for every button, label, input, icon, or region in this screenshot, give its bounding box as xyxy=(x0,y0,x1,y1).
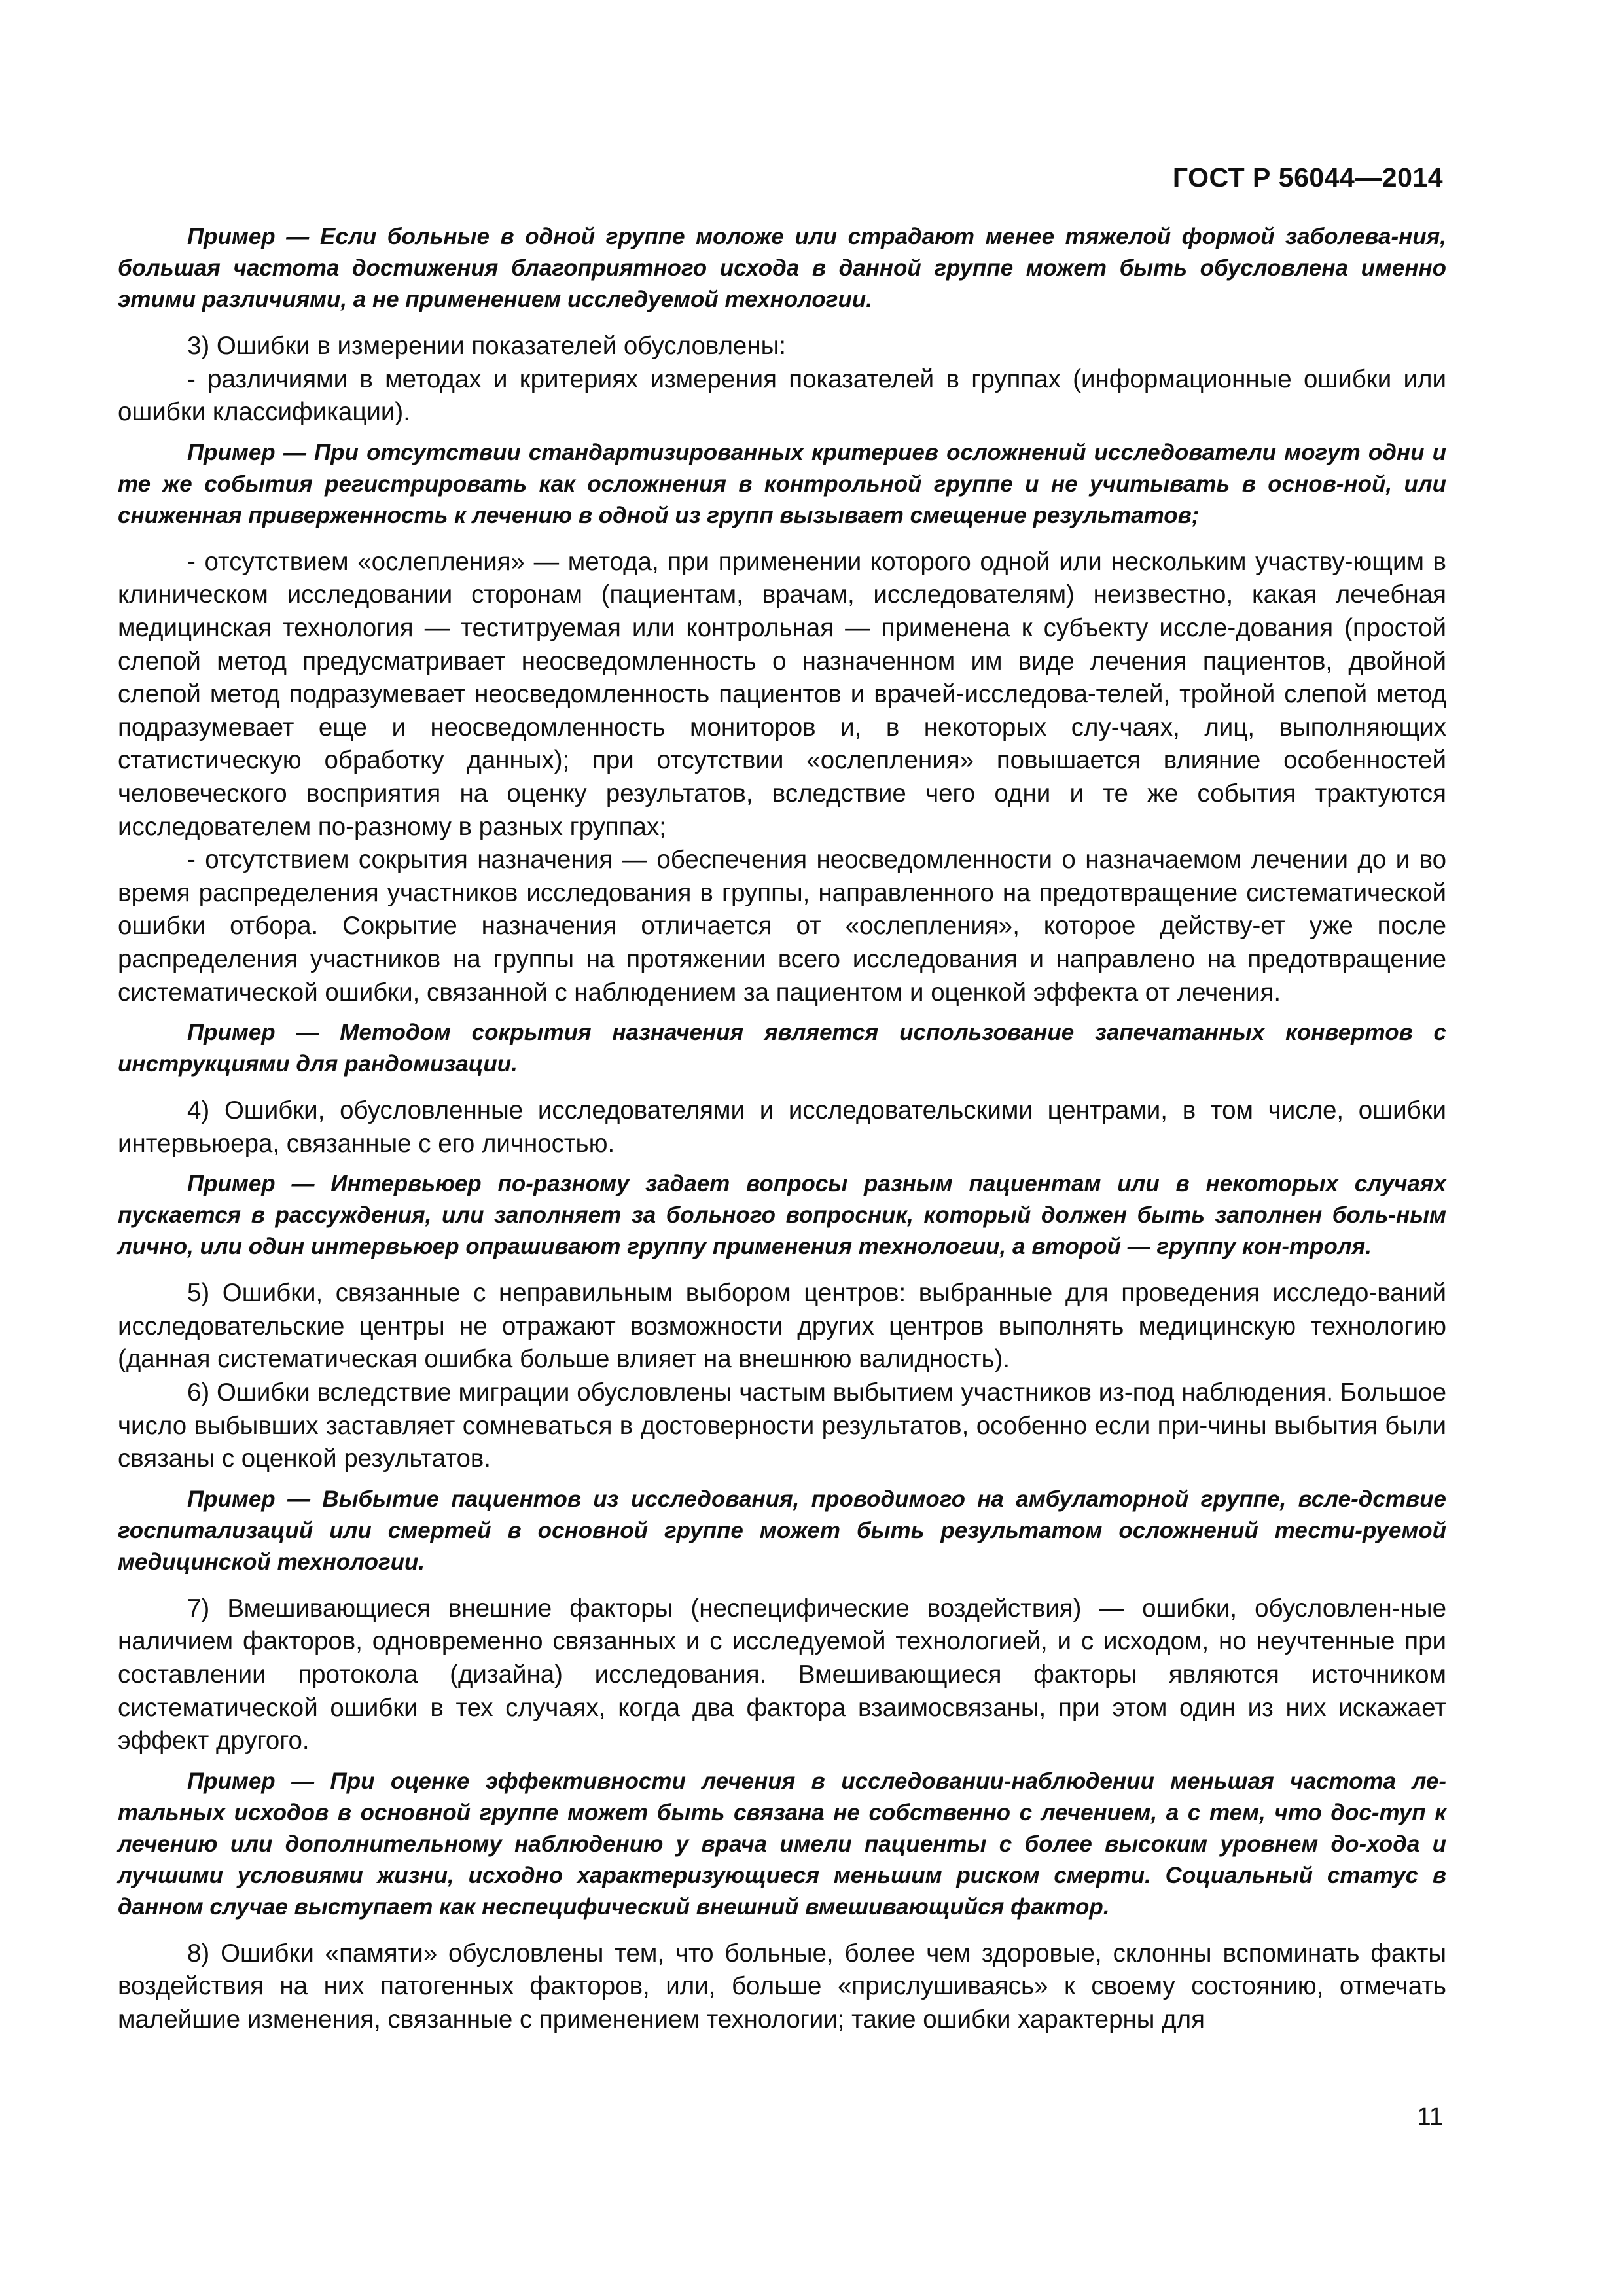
paragraph: 7) Вмешивающиеся внешние факторы (неспецифические воздействия) — ошибки, обусловлен-ные наличием факторов, одновременно связанных и с исследуемой технологией, и с исходом, но неучтенные при составлении протокола (дизайна) исследования. Вмешивающиеся факторы являются источником систематической ошибки в тех случаях, когда два фактора взаимосвязаны, при этом один из них искажает эффект другого. xyxy=(118,1594,1446,1755)
paragraph: 8) Ошибки «памяти» обусловлены тем, что больные, более чем здоровые, склонны вспоминать факты воздействия на них патогенных факторов, или, больше «прислушиваясь» к своему состоянию, отмечать малейшие изменения, связанные с применением технологии; такие ошибки характерны для xyxy=(118,1939,1446,2034)
page-number: 11 xyxy=(1417,2103,1443,2130)
paragraph: - различиями в методах и критериях измерения показателей в группах (информационные ошибки или ошибки классификации). xyxy=(118,365,1446,427)
example-note: Пример — Интервьюер по-разному задает вопросы разным пациентам или в некоторых случаях пускается в рассуждения, или заполняет за больного вопросник, который должен быть заполнен боль-ным лично, или один интервьюер опрашивают группу применения технологии, а второй — группу кон-троля. xyxy=(118,1171,1446,1260)
paragraph: 5) Ошибки, связанные с неправильным выбором центров: выбранные для проведения исследо-ваний исследовательские центры не отражают возможности других центров выполнять медицинскую технологию (данная систематическая ошибка больше влияет на внешнюю валидность). xyxy=(118,1279,1446,1374)
paragraph: 6) Ошибки вследствие миграции обусловлены частым выбытием участников из-под наблюдения. Большое число выбывших заставляет сомневаться в достоверности результатов, особенно если при-чины выбытия были связаны с оценкой результатов. xyxy=(118,1378,1446,1473)
example-note: Пример — Методом сокрытия назначения является использование запечатанных конвертов с инструкциями для рандомизации. xyxy=(118,1020,1446,1077)
example-note: Пример — При отсутствии стандартизированных критериев осложнений исследователи могут одни и те же события регистрировать как осложнения в контрольной группе и не учитывать в основ-ной, или сниженная приверженность к лечению в одной из групп вызывает смещение результатов; xyxy=(118,439,1446,528)
paragraph: - отсутствием «ослепления» — метода, при применении которого одной или нескольким участву-ющим в клиническом исследовании сторонам (пациентам, врачам, исследователям) неизвестно, какая лечебная медицинская технология — теститруемая или контрольная — применена к субъекту иссле-дования (простой слепой метод предусматривает неосведомленность о назначенном им виде лечения пациентов, двойной слепой метод подразумевает неосведомленность пациентов и врачей-исследова-телей, тройной слепой метод подразумевает еще и неосведомленность мониторов и, в некоторых слу-чаях, лиц, выполняющих статистическую обработку данных); при отсутствии «ослепления» повышается влияние особенностей человеческого восприятия на оценку результатов, вследствие чего одни и те же события трактуются исследователем по-разному в разных группах; xyxy=(118,547,1446,841)
example-note: Пример — Выбытие пациентов из исследования, проводимого на амбулаторной группе, всле-дствие госпитализаций или смертей в основной группе может быть результатом осложнений тести-руемой медицинской технологии. xyxy=(118,1486,1446,1575)
list-item-heading: 3) Ошибки в измерении показателей обусловлены: xyxy=(187,332,786,360)
page-body xyxy=(118,221,1446,2045)
example-note: Пример — Если больные в одной группе моложе или страдают менее тяжелой формой заболева-ния, большая частота достижения благоприятного исхода в данной группе может быть обусловлена именно этими различиями, а не применением исследуемой технологии. xyxy=(118,224,1446,312)
example-note: Пример — При оценке эффективности лечения в исследовании-наблюдении меньшая частота ле-тальных исходов в основной группе может быть связана не собственно с лечением, а с тем, что дос-туп к лечению или дополнительному наблюдению у врача имели пациенты с более высоким уровнем до-хода и лучшими условиями жизни, исходно характеризующиеся меньшим риском смерти. Социальный статус в данном случае выступает как неспецифический внешний вмешивающийся фактор. xyxy=(118,1768,1446,1920)
paragraph: - отсутствием сокрытия назначения — обеспечения неосведомленности о назначаемом лечении до и во время распределения участников исследования в группы, направленного на предотвращение систематической ошибки отбора. Сокрытие назначения отличается от «ослепления», которое действу-ет уже после распределения участников на группы на протяжении всего исследования и направлено на предотвращение систематической ошибки, связанной с наблюдением за пациентом и оценкой эффекта от лечения. xyxy=(118,846,1446,1007)
document-code-header: ГОСТ Р 56044—2014 xyxy=(1172,162,1443,192)
paragraph: 4) Ошибки, обусловленные исследователями и исследовательскими центрами, в том числе, ошибки интервьюера, связанные с его личностью. xyxy=(118,1096,1446,1158)
